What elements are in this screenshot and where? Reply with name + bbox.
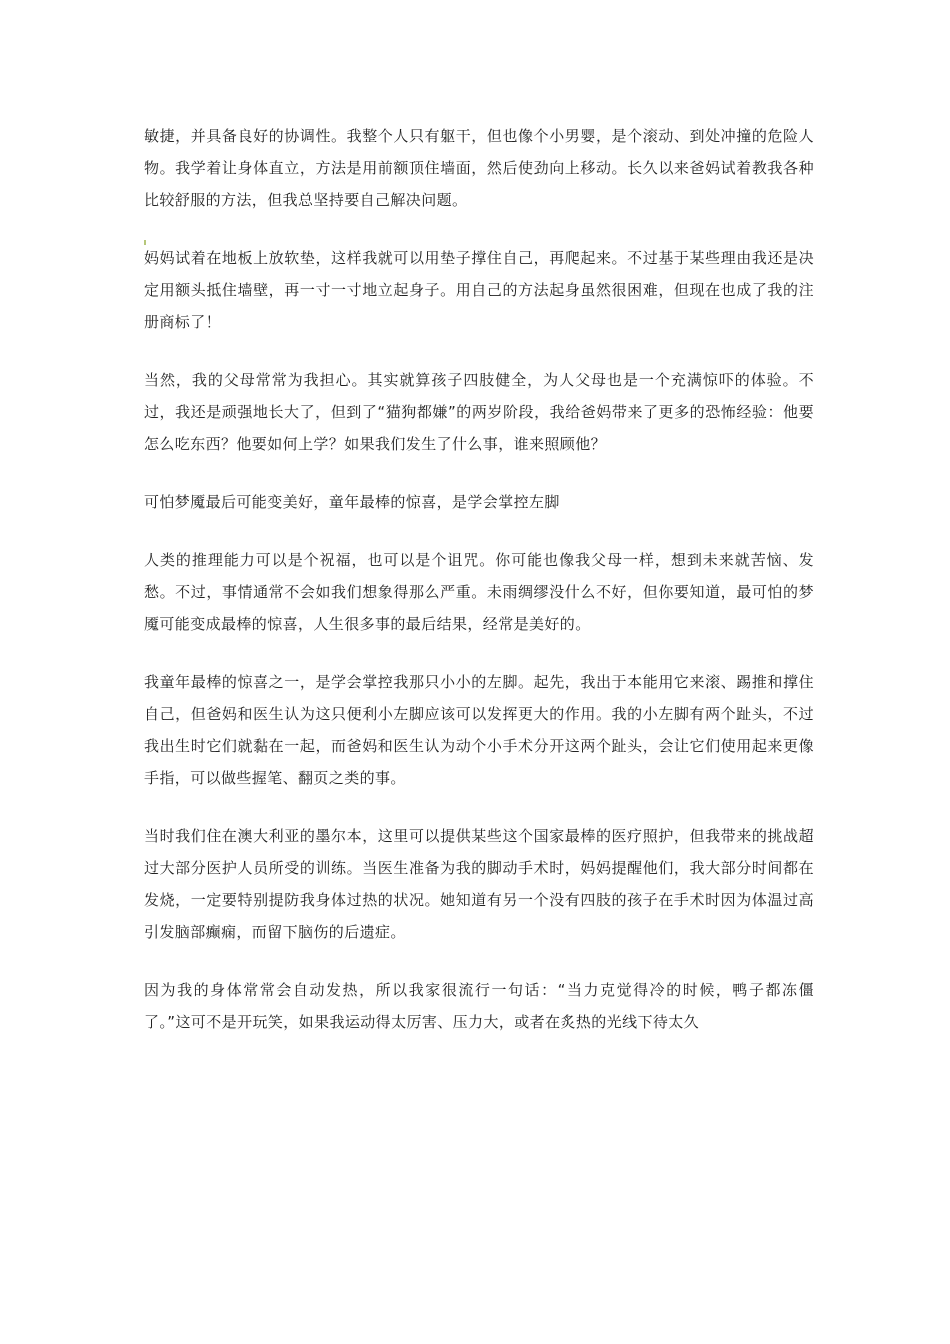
- paragraph-5: 我童年最棒的惊喜之一，是学会掌控我那只小小的左脚。起先，我出于本能用它来滚、踢推和撑住自己，但爸妈和医生认为这只便利小左脚应该可以发挥更大的作用。我的小左脚有两个趾头，不过我出生时它们就黏在一起，而爸妈和医生认为动个小手术分开这两个趾头，会让它们使用起来更像手指，可以做些握笔、翻页之类的事。: [144, 673, 814, 787]
- paragraph-4: 人类的推理能力可以是个祝福，也可以是个诅咒。你可能也像我父母一样，想到未来就苦恼、发愁。不过，事情通常不会如我们想象得那么严重。未雨绸缪没什么不好，但你要知道，最可怕的梦魇可能变成最棒的惊喜，人生很多事的最后结果，经常是美好的。: [144, 551, 814, 633]
- paragraph-6: 当时我们住在澳大利亚的墨尔本，这里可以提供某些这个国家最棒的医疗照护，但我带来的挑战超过大部分医护人员所受的训练。当医生准备为我的脚动手术时，妈妈提醒他们，我大部分时间都在发烧，一定要特别提防我身体过热的状况。她知道有另一个没有四肢的孩子在手术时因为体温过高引发脑部癫痫，而留下脑伤的后遗症。: [144, 827, 814, 941]
- paragraph-3: 当然，我的父母常常为我担心。其实就算孩子四肢健全，为人父母也是一个充满惊吓的体验。不过，我还是顽强地长大了，但到了“猫狗都嫌”的两岁阶段，我给爸妈带来了更多的恐怖经验：他要怎么吃东西？他要如何上学？如果我们发生了什么事，谁来照顾他？: [144, 371, 814, 453]
- paragraph-1: 敏捷，并具备良好的协调性。我整个人只有躯干，但也像个小男婴，是个滚动、到处冲撞的危险人物。我学着让身体直立，方法是用前额顶住墙面，然后使劲向上移动。长久以来爸妈试着教我各种比较舒服的方法，但我总坚持要自己解决问题。: [144, 127, 814, 209]
- paragraph-2: 妈妈试着在地板上放软垫，这样我就可以用垫子撑住自己，再爬起来。不过基于某些理由我还是决定用额头抵住墙壁，再一寸一寸地立起身子。用自己的方法起身虽然很困难，但现在也成了我的注册商标了！: [144, 249, 814, 331]
- document-body: [144, 120, 814, 1064]
- paragraph-7: 因为我的身体常常会自动发热，所以我家很流行一句话：“当力克觉得冷的时候，鸭子都冻僵了。”这可不是开玩笑，如果我运动得太厉害、压力大，或者在炙热的光线下待太久: [144, 981, 814, 1031]
- section-heading: 可怕梦魇最后可能变美好，童年最棒的惊喜，是学会掌控左脚: [144, 493, 560, 511]
